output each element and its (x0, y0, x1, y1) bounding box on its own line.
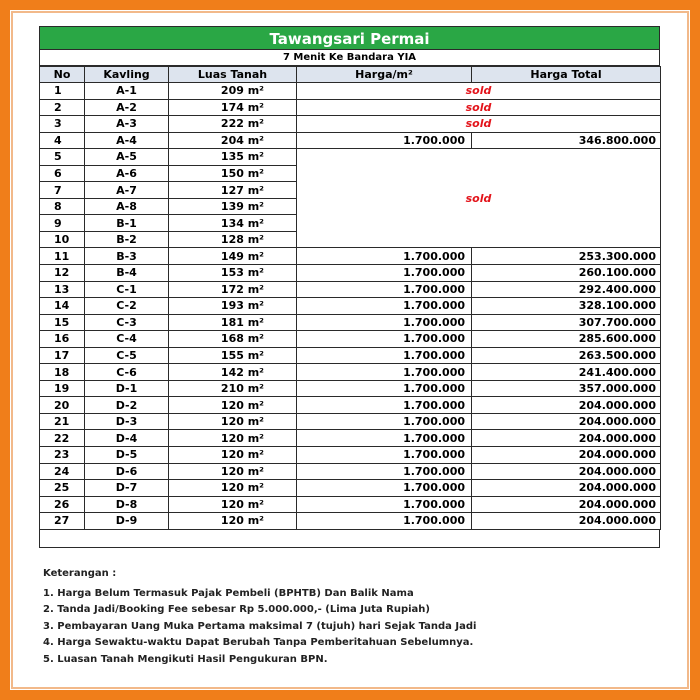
cell-kavling: B-2 (85, 231, 169, 248)
cell-harga-m2: 1.700.000 (297, 298, 472, 315)
col-header-harga-total: Harga Total (472, 67, 661, 83)
cell-no: 20 (40, 397, 85, 414)
cell-luas-tanah: 134 m² (169, 215, 297, 232)
cell-harga-m2: 1.700.000 (297, 248, 472, 265)
note-item: 1. Harga Belum Termasuk Pajak Pembeli (BPHTB) Dan Balik Nama (43, 588, 414, 599)
cell-luas-tanah: 135 m² (169, 149, 297, 166)
cell-luas-tanah: 204 m² (169, 132, 297, 149)
table-row (40, 149, 661, 166)
cell-luas-tanah: 142 m² (169, 364, 297, 381)
cell-kavling: C-2 (85, 298, 169, 315)
cell-luas-tanah: 120 m² (169, 447, 297, 464)
cell-harga-total: 204.000.000 (472, 430, 661, 447)
cell-harga-m2: 1.700.000 (297, 331, 472, 348)
cell-no: 10 (40, 231, 85, 248)
table-row (40, 314, 661, 331)
cell-harga-m2: 1.700.000 (297, 463, 472, 480)
cell-luas-tanah: 149 m² (169, 248, 297, 265)
table-row (40, 281, 661, 298)
cell-no: 19 (40, 380, 85, 397)
cell-luas-tanah: 168 m² (169, 331, 297, 348)
cell-kavling: D-7 (85, 480, 169, 497)
table-row (40, 463, 661, 480)
cell-no: 18 (40, 364, 85, 381)
price-table (39, 66, 661, 530)
cell-luas-tanah: 139 m² (169, 198, 297, 215)
cell-no: 16 (40, 331, 85, 348)
cell-no: 2 (40, 99, 85, 116)
cell-luas-tanah: 193 m² (169, 298, 297, 315)
table-row (40, 347, 661, 364)
cell-kavling: C-3 (85, 314, 169, 331)
cell-kavling: D-4 (85, 430, 169, 447)
cell-harga-total: 204.000.000 (472, 496, 661, 513)
table-row (40, 480, 661, 497)
cell-luas-tanah: 127 m² (169, 182, 297, 199)
cell-harga-total: 204.000.000 (472, 447, 661, 464)
cell-luas-tanah: 209 m² (169, 83, 297, 100)
col-header-harga-m2: Harga/m² (297, 67, 472, 83)
cell-no: 7 (40, 182, 85, 199)
cell-harga-m2: 1.700.000 (297, 281, 472, 298)
cell-no: 27 (40, 513, 85, 530)
cell-luas-tanah: 120 m² (169, 463, 297, 480)
cell-harga-m2: 1.700.000 (297, 314, 472, 331)
cell-harga-m2: 1.700.000 (297, 413, 472, 430)
cell-harga-total: 204.000.000 (472, 413, 661, 430)
table-row (40, 513, 661, 530)
cell-harga-m2: 1.700.000 (297, 513, 472, 530)
cell-kavling: B-4 (85, 265, 169, 282)
cell-harga-total: 346.800.000 (472, 132, 661, 149)
cell-kavling: A-5 (85, 149, 169, 166)
cell-luas-tanah: 153 m² (169, 265, 297, 282)
cell-kavling: D-6 (85, 463, 169, 480)
table-row (40, 132, 661, 149)
table-row (40, 397, 661, 414)
sold-label: sold (297, 99, 661, 116)
table-row (40, 248, 661, 265)
cell-harga-total: 292.400.000 (472, 281, 661, 298)
cell-harga-m2: 1.700.000 (297, 380, 472, 397)
cell-no: 14 (40, 298, 85, 315)
cell-no: 9 (40, 215, 85, 232)
sold-label: sold (297, 149, 661, 248)
cell-no: 13 (40, 281, 85, 298)
cell-harga-total: 357.000.000 (472, 380, 661, 397)
cell-harga-total: 263.500.000 (472, 347, 661, 364)
cell-harga-m2: 1.700.000 (297, 364, 472, 381)
cell-no: 4 (40, 132, 85, 149)
cell-harga-total: 204.000.000 (472, 463, 661, 480)
cell-no: 22 (40, 430, 85, 447)
price-sheet (39, 26, 660, 548)
cell-luas-tanah: 120 m² (169, 413, 297, 430)
cell-no: 12 (40, 265, 85, 282)
cell-harga-total: 241.400.000 (472, 364, 661, 381)
cell-luas-tanah: 172 m² (169, 281, 297, 298)
cell-no: 23 (40, 447, 85, 464)
table-row (40, 331, 661, 348)
cell-harga-total: 328.100.000 (472, 298, 661, 315)
cell-no: 3 (40, 116, 85, 133)
table-row (40, 116, 661, 133)
table-row (40, 298, 661, 315)
cell-no: 24 (40, 463, 85, 480)
cell-luas-tanah: 222 m² (169, 116, 297, 133)
cell-luas-tanah: 120 m² (169, 513, 297, 530)
cell-harga-total: 204.000.000 (472, 480, 661, 497)
cell-no: 26 (40, 496, 85, 513)
page-subtitle: 7 Menit Ke Bandara YIA (39, 50, 660, 66)
notes-heading: Keterangan : (43, 568, 117, 579)
cell-harga-m2: 1.700.000 (297, 265, 472, 282)
note-item: 2. Tanda Jadi/Booking Fee sebesar Rp 5.000.000,- (Lima Juta Rupiah) (43, 604, 430, 616)
cell-harga-m2: 1.700.000 (297, 132, 472, 149)
cell-luas-tanah: 181 m² (169, 314, 297, 331)
cell-no: 8 (40, 198, 85, 215)
cell-no: 17 (40, 347, 85, 364)
cell-luas-tanah: 128 m² (169, 231, 297, 248)
col-header-kavling: Kavling (85, 67, 169, 83)
cell-kavling: D-8 (85, 496, 169, 513)
cell-kavling: B-3 (85, 248, 169, 265)
table-row (40, 430, 661, 447)
cell-no: 25 (40, 480, 85, 497)
cell-kavling: D-9 (85, 513, 169, 530)
cell-luas-tanah: 155 m² (169, 347, 297, 364)
cell-harga-total: 204.000.000 (472, 397, 661, 414)
cell-no: 1 (40, 83, 85, 100)
note-item: 3. Pembayaran Uang Muka Pertama maksimal 7 (tujuh) hari Sejak Tanda Jadi (43, 620, 477, 632)
notes-section (43, 568, 663, 668)
table-row (40, 447, 661, 464)
cell-kavling: A-8 (85, 198, 169, 215)
cell-kavling: C-4 (85, 331, 169, 348)
table-row (40, 83, 661, 100)
cell-kavling: D-1 (85, 380, 169, 397)
cell-kavling: C-5 (85, 347, 169, 364)
col-header-no: No (40, 67, 85, 83)
cell-harga-total: 253.300.000 (472, 248, 661, 265)
table-row (40, 99, 661, 116)
table-row (40, 364, 661, 381)
cell-luas-tanah: 174 m² (169, 99, 297, 116)
cell-no: 5 (40, 149, 85, 166)
cell-luas-tanah: 120 m² (169, 430, 297, 447)
cell-kavling: A-3 (85, 116, 169, 133)
cell-luas-tanah: 120 m² (169, 480, 297, 497)
cell-harga-total: 307.700.000 (472, 314, 661, 331)
cell-luas-tanah: 150 m² (169, 165, 297, 182)
cell-kavling: D-2 (85, 397, 169, 414)
cell-kavling: B-1 (85, 215, 169, 232)
sold-label: sold (297, 116, 661, 133)
cell-kavling: D-5 (85, 447, 169, 464)
cell-harga-m2: 1.700.000 (297, 447, 472, 464)
note-item: 5. Luasan Tanah Mengikuti Hasil Pengukuran BPN. (43, 653, 328, 665)
cell-harga-m2: 1.700.000 (297, 480, 472, 497)
page-title: Tawangsari Permai (39, 26, 660, 50)
cell-harga-m2: 1.700.000 (297, 347, 472, 364)
table-header-row (40, 67, 661, 83)
table-row (40, 496, 661, 513)
table-row (40, 380, 661, 397)
cell-harga-total: 285.600.000 (472, 331, 661, 348)
cell-kavling: A-4 (85, 132, 169, 149)
cell-kavling: C-6 (85, 364, 169, 381)
cell-no: 21 (40, 413, 85, 430)
table-row (40, 265, 661, 282)
cell-luas-tanah: 120 m² (169, 496, 297, 513)
sold-label: sold (297, 83, 661, 100)
table-spacer (39, 530, 660, 548)
cell-harga-m2: 1.700.000 (297, 496, 472, 513)
cell-harga-m2: 1.700.000 (297, 397, 472, 414)
cell-no: 11 (40, 248, 85, 265)
col-header-luas: Luas Tanah (169, 67, 297, 83)
cell-harga-total: 204.000.000 (472, 513, 661, 530)
cell-kavling: A-2 (85, 99, 169, 116)
cell-harga-total: 260.100.000 (472, 265, 661, 282)
note-item: 4. Harga Sewaktu-waktu Dapat Berubah Tanpa Pemberitahuan Sebelumnya. (43, 637, 474, 649)
cell-luas-tanah: 120 m² (169, 397, 297, 414)
cell-kavling: A-6 (85, 165, 169, 182)
cell-harga-m2: 1.700.000 (297, 430, 472, 447)
cell-luas-tanah: 210 m² (169, 380, 297, 397)
cell-no: 6 (40, 165, 85, 182)
cell-kavling: A-1 (85, 83, 169, 100)
table-row (40, 413, 661, 430)
cell-kavling: D-3 (85, 413, 169, 430)
cell-kavling: C-1 (85, 281, 169, 298)
cell-kavling: A-7 (85, 182, 169, 199)
table-body (40, 83, 661, 530)
cell-no: 15 (40, 314, 85, 331)
